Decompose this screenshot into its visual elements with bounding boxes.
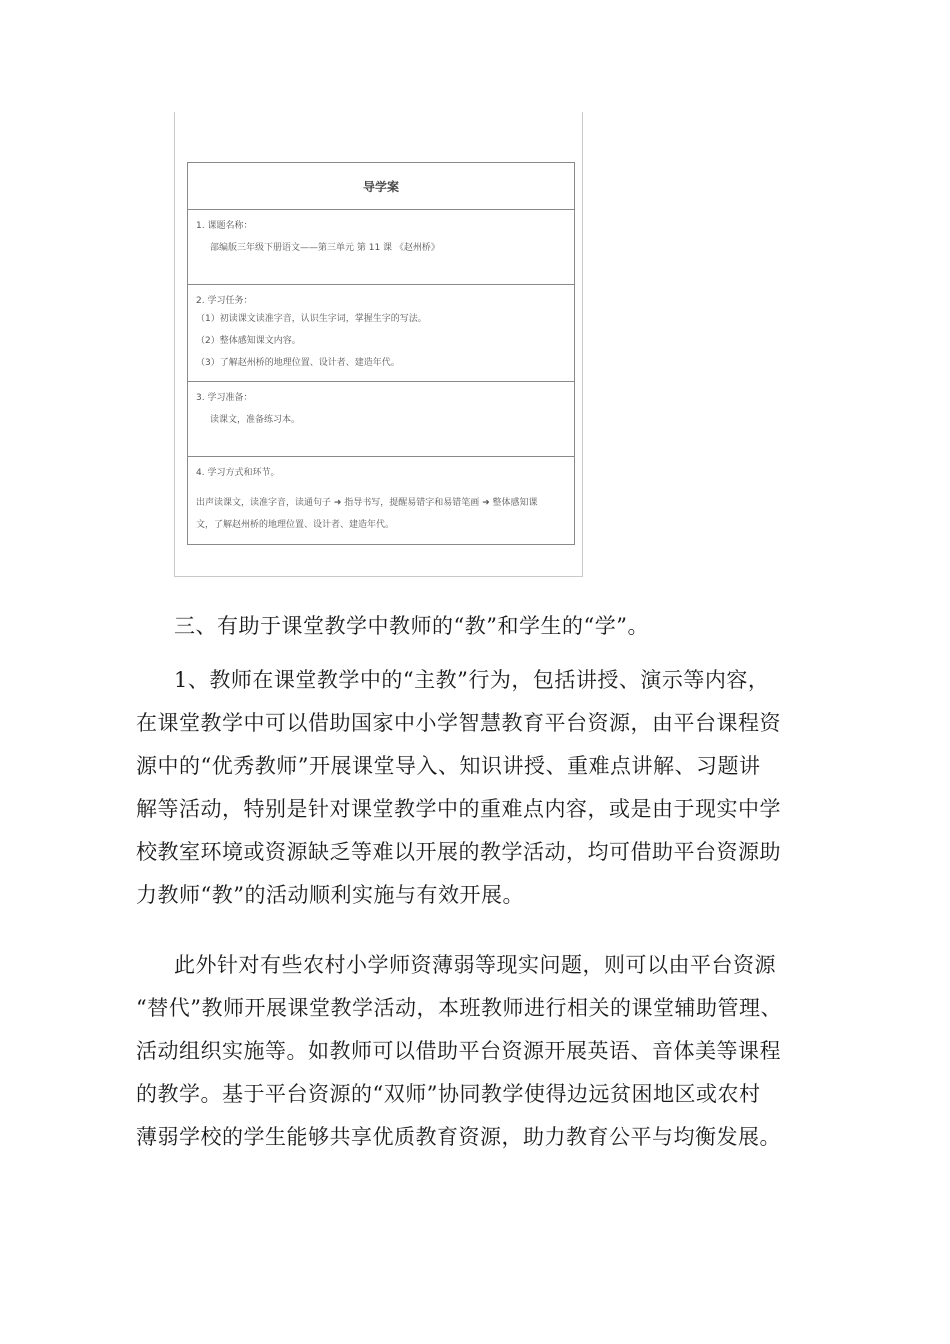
method-line: 出声读课文，读准字音，读通句子 ➜ 指导书写，提醒易错字和易错笔画 ➜ 整体感知课	[196, 498, 538, 508]
topic-text: 部编版三年级下册语文——第三单元 第 11 课 《赵州桥》	[210, 243, 440, 253]
text-line: 源中的“优秀教师”开展课堂导入、知识讲授、重难点讲解、习题讲	[136, 754, 761, 778]
prep-text: 读课文，准备练习本。	[210, 415, 301, 425]
text-line: 的教学。基于平台资源的“双师”协同教学使得边远贫困地区或农村	[136, 1082, 761, 1106]
text-line: “替代”教师开展课堂教学活动，本班教师进行相关的课堂辅助管理、	[136, 996, 782, 1020]
task-item: （1）初读课文读准字音，认识生字词，掌握生字的写法。	[196, 314, 427, 324]
paragraph-1	[136, 659, 826, 917]
method-line: 文，了解赵州桥的地理位置、设计者、建造年代。	[196, 520, 395, 530]
paragraph-2	[136, 944, 826, 1159]
guide-section-tasks	[188, 284, 574, 381]
guide-section-prep	[188, 381, 574, 456]
text-line: 薄弱学校的学生能够共享优质教育资源，助力教育公平与均衡发展。	[136, 1125, 781, 1149]
task-item: （2）整体感知课文内容。	[196, 336, 301, 346]
text-line: 1、教师在课堂教学中的“主教”行为，包括讲授、演示等内容，	[174, 668, 770, 692]
text-line: 解等活动，特别是针对课堂教学中的重难点内容，或是由于现实中学	[136, 797, 781, 821]
guide-title: 导学案	[362, 179, 399, 194]
text-line: 力教师“教”的活动顺利实施与有效开展。	[136, 883, 524, 907]
text-line: 校教室环境或资源缺乏等难以开展的教学活动，均可借助平台资源助	[136, 840, 781, 864]
tasks-label: 2. 学习任务：	[196, 296, 253, 306]
task-item: （3）了解赵州桥的地理位置、设计者、建造年代。	[196, 358, 400, 368]
guide-table	[187, 162, 575, 545]
guide-section-method	[188, 456, 574, 544]
guide-section-topic	[188, 209, 574, 284]
text-line: 活动组织实施等。如教师可以借助平台资源开展英语、音体美等课程	[136, 1039, 781, 1063]
method-label: 4. 学习方式和环节。	[196, 468, 280, 478]
topic-label: 1. 课题名称：	[196, 221, 253, 231]
section-heading: 三、有助于课堂教学中教师的“教”和学生的“学”。	[174, 614, 649, 638]
text-line: 在课堂教学中可以借助国家中小学智慧教育平台资源，由平台课程资	[136, 711, 781, 735]
text-line: 此外针对有些农村小学师资薄弱等现实问题，则可以由平台资源	[174, 953, 776, 977]
prep-label: 3. 学习准备：	[196, 393, 253, 403]
